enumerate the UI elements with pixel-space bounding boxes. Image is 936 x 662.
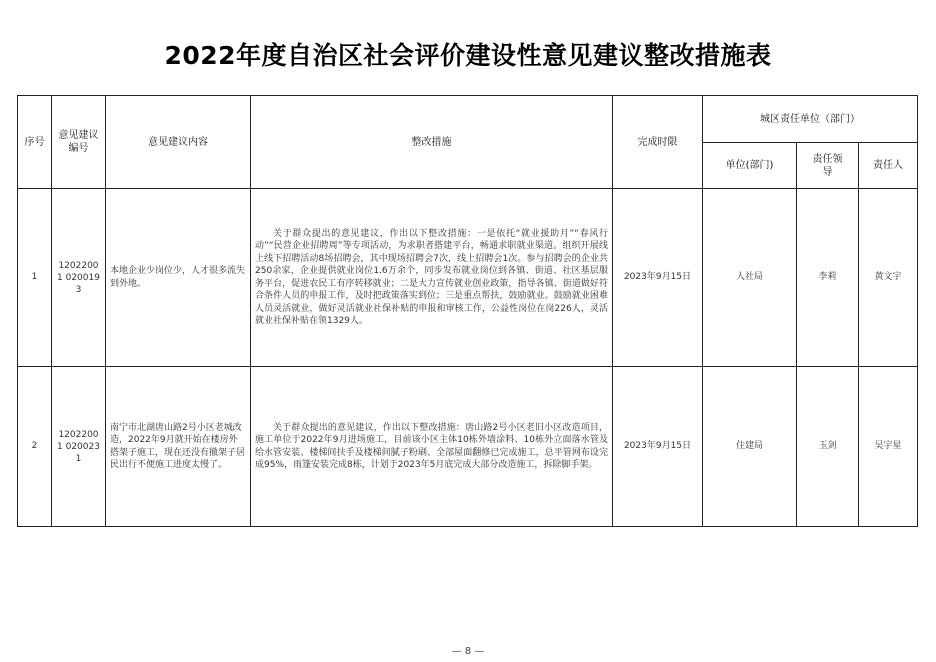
row-seq: 1 bbox=[18, 189, 52, 367]
rectification-table bbox=[17, 95, 918, 527]
row-leader: 玉剑 bbox=[797, 367, 859, 527]
row-seq: 2 bbox=[18, 367, 52, 527]
row-unit: 人社局 bbox=[703, 189, 797, 367]
table-row bbox=[18, 367, 918, 527]
document-title: 2022年度自治区社会评价建设性意见建议整改措施表 bbox=[164, 41, 772, 70]
header-code-label: 意见建议编号 bbox=[58, 130, 99, 154]
header-deadline: 完成时限 bbox=[613, 96, 703, 189]
header-leader bbox=[797, 143, 859, 189]
row-person: 吴宇星 bbox=[859, 367, 918, 527]
row-content-text: 南宁市北湖唐山路2号小区老城改造，2022年9月就开始在楼房外搭架子施工，现在还没有撤架子居民出行不便施工进度太慢了。 bbox=[110, 422, 246, 470]
row-deadline: 2023年9月15日 bbox=[613, 367, 703, 527]
row-person: 黄文宇 bbox=[859, 189, 918, 367]
header-person: 责任人 bbox=[859, 143, 918, 189]
row-measures bbox=[251, 189, 613, 367]
row-measures-text: 关于群众提出的意见建议，作出以下整改措施：唐山路2号小区老旧小区改造项目，施工单位于2022年9月进场施工，目前该小区主体10栋外墙涂料、10栋外立面落水管及给水管安装、楼梯间扶手及楼梯间腻子粉刷、全部屋面翻修已完成施工，总平管网布设完成95%，雨篷安装完成8栋，计划于2023年5月底完成大部分改造施工，拆除脚手架。 bbox=[255, 422, 608, 470]
row-code-text: 12022001 0200193 bbox=[57, 260, 100, 295]
header-seq: 序号 bbox=[18, 96, 52, 189]
row-measures bbox=[251, 367, 613, 527]
header-unit: 单位(部门) bbox=[703, 143, 797, 189]
table-row bbox=[18, 189, 918, 367]
header-code bbox=[52, 96, 106, 189]
row-unit: 住建局 bbox=[703, 367, 797, 527]
row-code bbox=[52, 367, 106, 527]
header-row-1 bbox=[18, 96, 918, 143]
row-measures-text: 关于群众提出的意见建议，作出以下整改措施：一是依托“就业援助月”“春风行动”“民营企业招聘周”等专项活动，为求职者搭建平台，畅通求职就业渠道。组织开展线上线下招聘活动8场招聘会，其中现场招聘会7次，线上招聘会1次。参与招聘会的企业共250余家，企业提供就业岗位1.6万余个，同步发布就业岗位到各镇、街道、社区基层服务平台，促进农民工有序转移就业；二是大力宣传就业创业政策，指导各镇、街道做好符合条件人员的申报工作，及时把政策落实到位；三是重点帮扶，鼓励就业。鼓励就业困难人员灵活就业，做好灵活就业社保补贴的申报和审核工作，公益性岗位在岗226人，灵活就业社保补贴在领1329人。 bbox=[255, 228, 608, 326]
row-deadline: 2023年9月15日 bbox=[613, 189, 703, 367]
header-content: 意见建议内容 bbox=[106, 96, 251, 189]
row-code bbox=[52, 189, 106, 367]
row-content bbox=[106, 367, 251, 527]
row-content-text: 本地企业少岗位少，人才很多流失到外地。 bbox=[110, 266, 246, 289]
header-responsible-group: 城区责任单位（部门） bbox=[703, 96, 918, 143]
page-number: — 8 — bbox=[451, 646, 485, 657]
row-content bbox=[106, 189, 251, 367]
row-leader: 李莉 bbox=[797, 189, 859, 367]
header-measures: 整改措施 bbox=[251, 96, 613, 189]
header-leader-label: 责任领导 bbox=[812, 153, 843, 178]
row-code-text: 12022001 0200231 bbox=[57, 429, 100, 464]
